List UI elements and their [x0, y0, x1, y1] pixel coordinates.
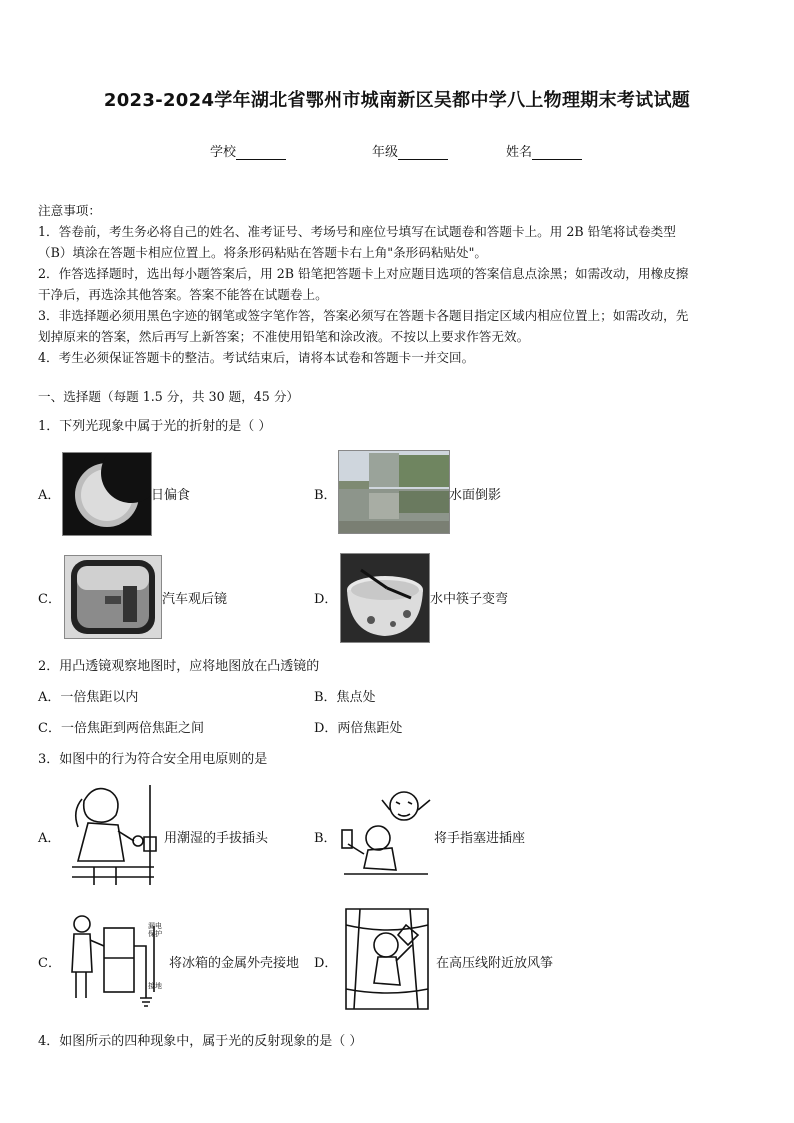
question-4-stem: 4．如图所示的四种现象中，属于光的反射现象的是（ ） [38, 1034, 363, 1049]
section-heading: 一、选择题（每题 1.5 分，共 30 题，45 分） [38, 389, 300, 404]
q2-option-c: C．一倍焦距到两倍焦距之间 [38, 721, 204, 736]
notice-line: 4．考生必须保证答题卡的整洁。考试结束后，请将本试卷和答题卡一并交回。 [38, 350, 475, 365]
fridge-diagram-labels: 漏电 保护 接地 [148, 922, 162, 990]
name-field: 姓名 [506, 141, 582, 160]
q3-option-a-text: 用潮湿的手拔插头 [164, 831, 269, 846]
page-title: 2023-2024学年湖北省鄂州市城南新区吴都中学八上物理期末考试试题 [103, 90, 691, 111]
q1-option-a-letter: A． [38, 488, 61, 503]
q1-option-d-letter: D． [314, 592, 338, 607]
water-reflection-image [338, 450, 450, 534]
notice-line: 1．答卷前，考生务必将自己的姓名、准考证号、考场号和座位号填写在试题卷和答题卡上。用 2B 铅笔将试卷类型 [38, 224, 676, 239]
question-2-stem: 2．用凸透镜观察地图时，应将地图放在凸透镜的 [38, 659, 320, 674]
finger-in-socket-image [338, 784, 434, 882]
q1-option-d-text: 水中筷子变弯 [430, 592, 509, 607]
q2-option-b: B．焦点处 [314, 690, 376, 705]
notice-line: 干净后，再选涂其他答案。答案不能答在试题卷上。 [38, 287, 328, 302]
q3-option-a-letter: A． [38, 831, 61, 846]
q1-option-c-letter: C． [38, 592, 61, 607]
school-field: 学校 [210, 141, 286, 160]
q3-option-b-letter: B． [314, 831, 337, 846]
q2-option-a: A．一倍焦距以内 [38, 690, 139, 705]
notice-heading: 注意事项： [38, 203, 101, 218]
kite-near-powerline-image [340, 905, 434, 1013]
notice-line: 划掉原来的答案，然后再写上新答案；不准使用铅笔和涂改液。不按以上要求作答无效。 [38, 329, 530, 344]
q3-option-c-letter: C． [38, 956, 61, 971]
chopstick-in-water-image [340, 553, 430, 643]
question-1-stem: 1．下列光现象中属于光的折射的是（ ） [38, 419, 272, 434]
notice-line: （B）填涂在答题卡相应位置上。将条形码粘贴在答题卡右上角"条形码粘贴处"。 [38, 245, 488, 260]
q1-option-a-text: 日偏食 [151, 488, 191, 503]
solar-eclipse-image [62, 452, 152, 536]
car-mirror-image [64, 555, 162, 639]
q1-option-b-text: 水面倒影 [449, 488, 502, 503]
q3-option-c-text: 将冰箱的金属外壳接地 [169, 956, 300, 971]
q1-option-b-letter: B． [314, 488, 337, 503]
q3-option-d-text: 在高压线附近放风筝 [436, 956, 554, 971]
grade-field: 年级 [372, 141, 448, 160]
wet-hand-plug-image [64, 781, 162, 889]
q2-option-d: D．两倍焦距处 [314, 721, 403, 736]
q1-option-c-text: 汽车观后镜 [162, 592, 228, 607]
question-3-stem: 3．如图中的行为符合安全用电原则的是 [38, 752, 268, 767]
notice-line: 3．非选择题必须用黑色字迹的钢笔或签字笔作答，答案必须写在答题卡各题目指定区域内相应位置上；如需改动，先 [38, 308, 689, 323]
notice-line: 2．作答选择题时，选出每小题答案后，用 2B 铅笔把答题卡上对应题目选项的答案信息点涂黑；如需改动，用橡皮擦 [38, 266, 689, 281]
q3-option-d-letter: D． [314, 956, 338, 971]
q3-option-b-text: 将手指塞进插座 [434, 831, 526, 846]
